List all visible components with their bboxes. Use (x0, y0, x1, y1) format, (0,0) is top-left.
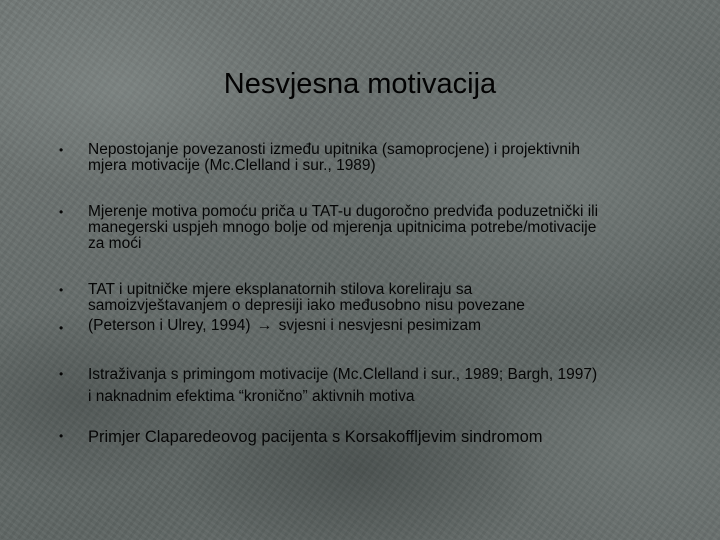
bullet-point-icon: • (59, 367, 64, 381)
bullet-point-icon: • (59, 321, 64, 335)
bullet-text: Nepostojanje povezanosti između upitnika (samoprocjene) i projektivnih mjera motivacije (Mc.Clelland i sur., 1989) (88, 141, 580, 174)
bullet-text: Primjer Claparedeovog pacijenta s Korsakoffljevim sindromom (88, 428, 543, 446)
bullet-text: TAT i upitničke mjere eksplanatornih stilova koreliraju sa samoizvještavanjem o depresiji iako međusobno nisu povezane (88, 281, 525, 314)
bullet-point-icon: • (59, 143, 64, 157)
bullet-text: Mjerenje motiva pomoću priča u TAT-u dugoročno predviđa poduzetnički ili manegerski uspjeh mnogo bolje od mjerenja upitnicima potrebe/motivacije za moći (88, 203, 599, 252)
bullet-point-icon: • (59, 283, 64, 297)
conclusion-text: svjesni i nesvjesni pesimizam (278, 317, 482, 334)
slide-title: Nesvjesna motivacija (223, 68, 497, 100)
citation-text: (Peterson i Ulrey, 1994) (88, 317, 251, 334)
bullet-text: Istraživanja s primingom motivacije (Mc.Clelland i sur., 1989; Bargh, 1997) i naknadnim efektima “kronično” aktivnih motiva (88, 366, 598, 405)
bullet-text (88, 318, 692, 334)
bullet-point-icon: • (59, 205, 64, 219)
arrow-right-icon: → (256, 317, 273, 334)
bullet-point-icon: • (59, 429, 64, 443)
